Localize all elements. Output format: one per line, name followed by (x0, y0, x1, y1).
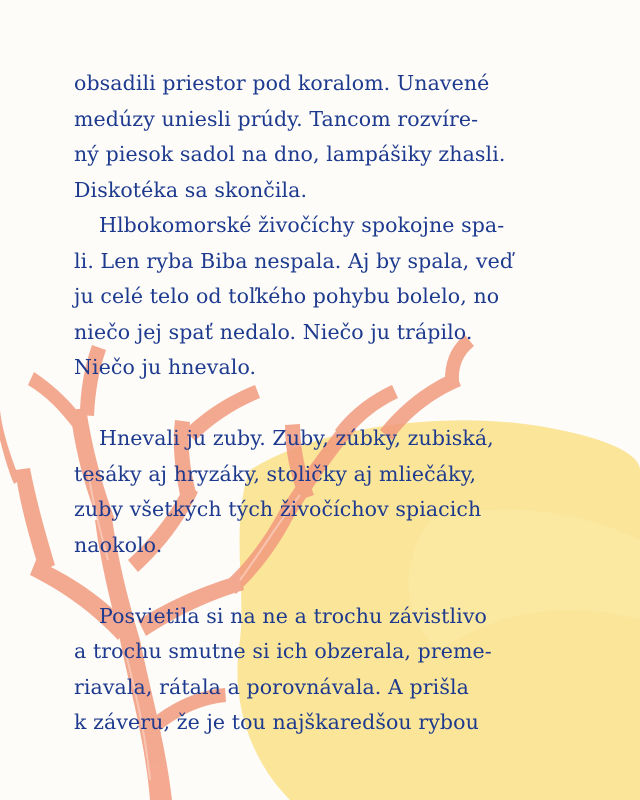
text-line: li. Len ryba Biba nespala. Aj by spala, veď (74, 248, 514, 273)
story-text (74, 66, 594, 741)
text-line: ju celé telo od toľkého pohybu bolelo, no (74, 284, 500, 308)
text-line: obsadili priestor pod koralom. Unavené (74, 71, 490, 95)
text-line: a trochu smutne si ich obzerala, preme- (74, 639, 492, 663)
text-line: Niečo ju hnevalo. (74, 355, 257, 379)
text-line: medúzy uniesli prúdy. Tancom rozvíre- (74, 106, 479, 131)
text-line: Diskotéka sa skončila. (74, 177, 308, 202)
paragraph-gap (74, 386, 594, 422)
text-line: riavala, rátala a porovnávala. A prišla (74, 674, 469, 699)
paragraph-gap (74, 563, 594, 599)
text-line: naokolo. (74, 532, 163, 557)
text-line: Hlbokomorské živočíchy spokojne spa- (99, 213, 505, 237)
text-line: ný piesok sadol na dno, lampášiky zhasli. (74, 142, 506, 166)
text-line: Hnevali ju zuby. Zuby, zúbky, zubiská, (99, 426, 494, 450)
text-line: Posvietila si na ne a trochu závistlivo (99, 603, 487, 628)
text-line: niečo jej spať nedalo. Niečo ju trápilo. (74, 319, 473, 344)
text-line: tesáky aj hryzáky, stoličky aj mliečáky, (74, 461, 477, 486)
text-line: k záveru, že je tou najškaredšou rybou (74, 710, 479, 734)
text-line: zuby všetkých tých živočíchov spiacich (74, 497, 482, 521)
